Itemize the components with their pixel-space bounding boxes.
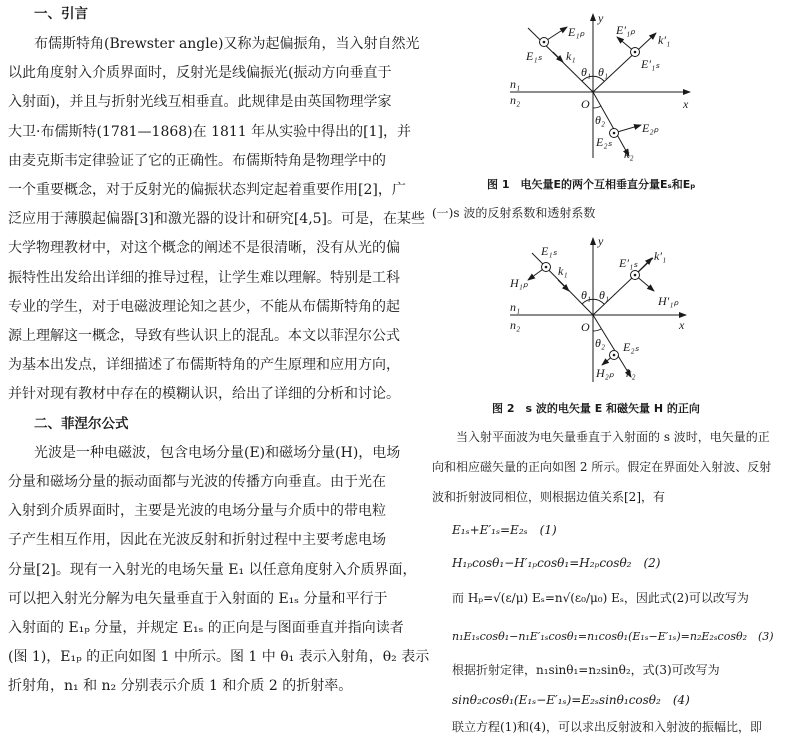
figure-2-caption: 图 2 s 波的电矢量 E 和磁矢量 H 的正向	[492, 402, 700, 415]
text-line: 折射角，n₁ 和 n₂ 分别表示介质 1 和介质 2 的折射率。	[8, 678, 353, 695]
fig1-label-E1p: E₁ₚ	[568, 25, 585, 39]
equation-4: sinθ₂cosθ₁(E₁ₛ−E′₁ₛ)=E₂ₛsinθ₁cosθ₂ (4)	[452, 693, 690, 707]
fig1-label-x: x	[683, 97, 689, 111]
text-line: 入射面的 E₁ₚ 分量，并规定 E₁ₛ 的正向是与图面垂直并指向读者	[8, 620, 404, 636]
equation-hp: 而 Hₚ=√(ε/μ) Eₛ=n√(ε₀/μ₀) Eₛ，因此式(2)可以改写为	[452, 591, 749, 605]
fig1-label-n2: n₂	[510, 93, 521, 107]
fig2-label-n2: n₂	[510, 318, 521, 332]
equation-3: n₁E₁ₛcosθ₁−n₁E′₁ₛcosθ₁=n₁cosθ₁(E₁ₛ−E′₁ₛ)=n₂E₂ₛcosθ₂ (3)	[452, 630, 774, 643]
text-line: 大卫·布儒斯特(1781—1868)在 1811 年从实验中得出的[1]，并	[8, 123, 411, 140]
text-line: 当入射平面波为电矢量垂直于入射面的 s 波时，电矢量的正	[456, 430, 770, 444]
text-line: 源上理解这一概念，导致有些认识上的混乱。本文以菲涅尔公式	[8, 328, 400, 344]
section-heading-fresnel: 二、菲涅尔公式	[34, 415, 129, 432]
section-heading-introduction: 一、引言	[34, 6, 88, 22]
fig2-label-k1: k₁	[558, 264, 568, 278]
text-line: 并针对现有教材中存在的模糊认识，给出了详细的分析和讨论。	[8, 386, 400, 403]
text-line: 布儒斯特角(Brewster angle)又称为起偏振角，当入射自然光	[34, 36, 420, 52]
fig2-label-Hp1p: H′₁ₚ	[658, 294, 679, 308]
text-line: 分量和磁场分量的振动面都与光波的传播方向垂直。由于光在	[8, 474, 386, 490]
fig1-label-k1: k₁	[566, 49, 576, 63]
fig1-label-E2s: E₂ₛ	[596, 135, 612, 149]
fig1-label-kp1: k′₁	[658, 33, 671, 47]
text-line: 为基本出发点，详细描述了布儒斯特角的产生原理和应用方向，	[8, 357, 400, 374]
text-line: 波和折射波同相位，则根据边值关系[2]，有	[432, 490, 665, 504]
text-line: 子产生相互作用，因此在光波反射和折射过程中主要考虑电场	[8, 532, 386, 549]
text-line: 以此角度射入介质界面时，反射光是线偏振光(振动方向垂直于	[8, 65, 392, 82]
equation-2: H₁ₚcosθ₁−H′₁ₚcosθ₁=H₂ₚcosθ₂ (2)	[452, 556, 661, 570]
fig2-label-origin: O	[581, 320, 590, 334]
subsection-heading: (一)s 波的反射系数和透射系数	[432, 206, 596, 220]
fig2-label-k2: k₂	[626, 366, 636, 380]
fig2-label-H1p: H₁ₚ	[510, 276, 528, 290]
snell-law-text: 根据折射定律，n₁sinθ₁=n₂sinθ₂，式(3)可改写为	[452, 663, 720, 677]
text-line: 入射到介质界面时，主要是光波的电场分量与介质中的带电粒	[8, 503, 386, 520]
figure-1-diagram	[436, 0, 786, 165]
fig1-label-Ep1p: E′₁ₚ	[616, 23, 636, 37]
fig1-label-E1s: E₁ₛ	[526, 49, 542, 63]
figure-1-caption: 图 1 电矢量E的两个互相垂直分量Eₛ和Eₚ	[487, 178, 696, 191]
fig2-label-x: x	[679, 318, 685, 332]
fig1-label-theta2: θ₂	[595, 113, 606, 127]
fig2-label-E2s: E₂ₛ	[623, 340, 639, 354]
text-line: 振特性出发给出详细的推导过程，让学生难以理解。特别是工科	[8, 269, 400, 286]
fig1-label-n1: n₁	[510, 77, 521, 91]
fig2-label-theta1-reflected: θ₁	[599, 288, 610, 302]
fig1-label-Ep1s: E′₁ₛ	[641, 57, 660, 71]
equation-1: E₁ₛ+E′₁ₛ=E₂ₛ (1)	[452, 523, 557, 537]
fig1-label-E2p: E₂ₚ	[642, 121, 659, 135]
fig2-label-theta1-incident: θ₁	[581, 288, 592, 302]
text-line: 向和相应磁矢量的正向如图 2 所示。假定在界面处入射波、反射	[432, 460, 772, 474]
text-combine-equations: 联立方程(1)和(4)，可以求出反射波和入射波的振幅比，即	[452, 720, 762, 734]
text-line: 分量[2]。现有一入射光的电场矢量 E₁ 以任意角度射入介质界面，	[8, 561, 417, 578]
text-line: 光波是一种电磁波，包含电场分量(E)和磁场分量(H)，电场	[34, 444, 401, 461]
text-line: (图 1)，E₁ₚ 的正向如图 1 中所示。图 1 中 θ₁ 表示入射角，θ₂ 表示	[8, 649, 430, 666]
fig2-label-E1s: E₁ₛ	[541, 244, 557, 258]
text-line: 泛应用于薄膜起偏器[3]和激光器的设计和研究[4,5]。可是，在某些	[8, 211, 426, 228]
fig2-label-y: y	[598, 234, 604, 248]
fig2-label-kp1: k′₁	[654, 249, 667, 263]
figure-2-diagram	[436, 225, 786, 390]
fig1-label-theta1-incident: θ₁	[581, 65, 592, 79]
text-line: 大学物理教材中，对这个概念的阐述不是很清晰，没有从光的偏	[8, 240, 400, 257]
text-line: 入射面)，并且与折射光线互相垂直。此规律是由英国物理学家	[8, 94, 392, 111]
fig1-label-origin: O	[581, 97, 590, 111]
fig1-label-k2: k₂	[624, 147, 634, 161]
fig2-label-H2p: H₂ₚ	[596, 366, 614, 380]
text-line: 可以把入射光分解为电矢量垂直于入射面的 E₁ₛ 分量和平行于	[8, 590, 388, 607]
fig1-label-theta1-reflected: θ₁	[598, 65, 609, 79]
fig1-label-y: y	[598, 11, 604, 25]
fig2-label-Ep1s: E′₁ₛ	[619, 256, 638, 270]
text-line: 专业的学生，对于电磁波理论知之甚少，不能从布儒斯特角的起	[8, 298, 400, 315]
fig2-label-n1: n₁	[510, 300, 521, 314]
text-line: 一个重要概念，对于反射光的偏振状态判定起着重要作用[2]，广	[8, 182, 406, 198]
fig2-label-theta2: θ₂	[595, 336, 606, 350]
text-line: 由麦克斯韦定律验证了它的正确性。布儒斯特角是物理学中的	[8, 152, 386, 169]
